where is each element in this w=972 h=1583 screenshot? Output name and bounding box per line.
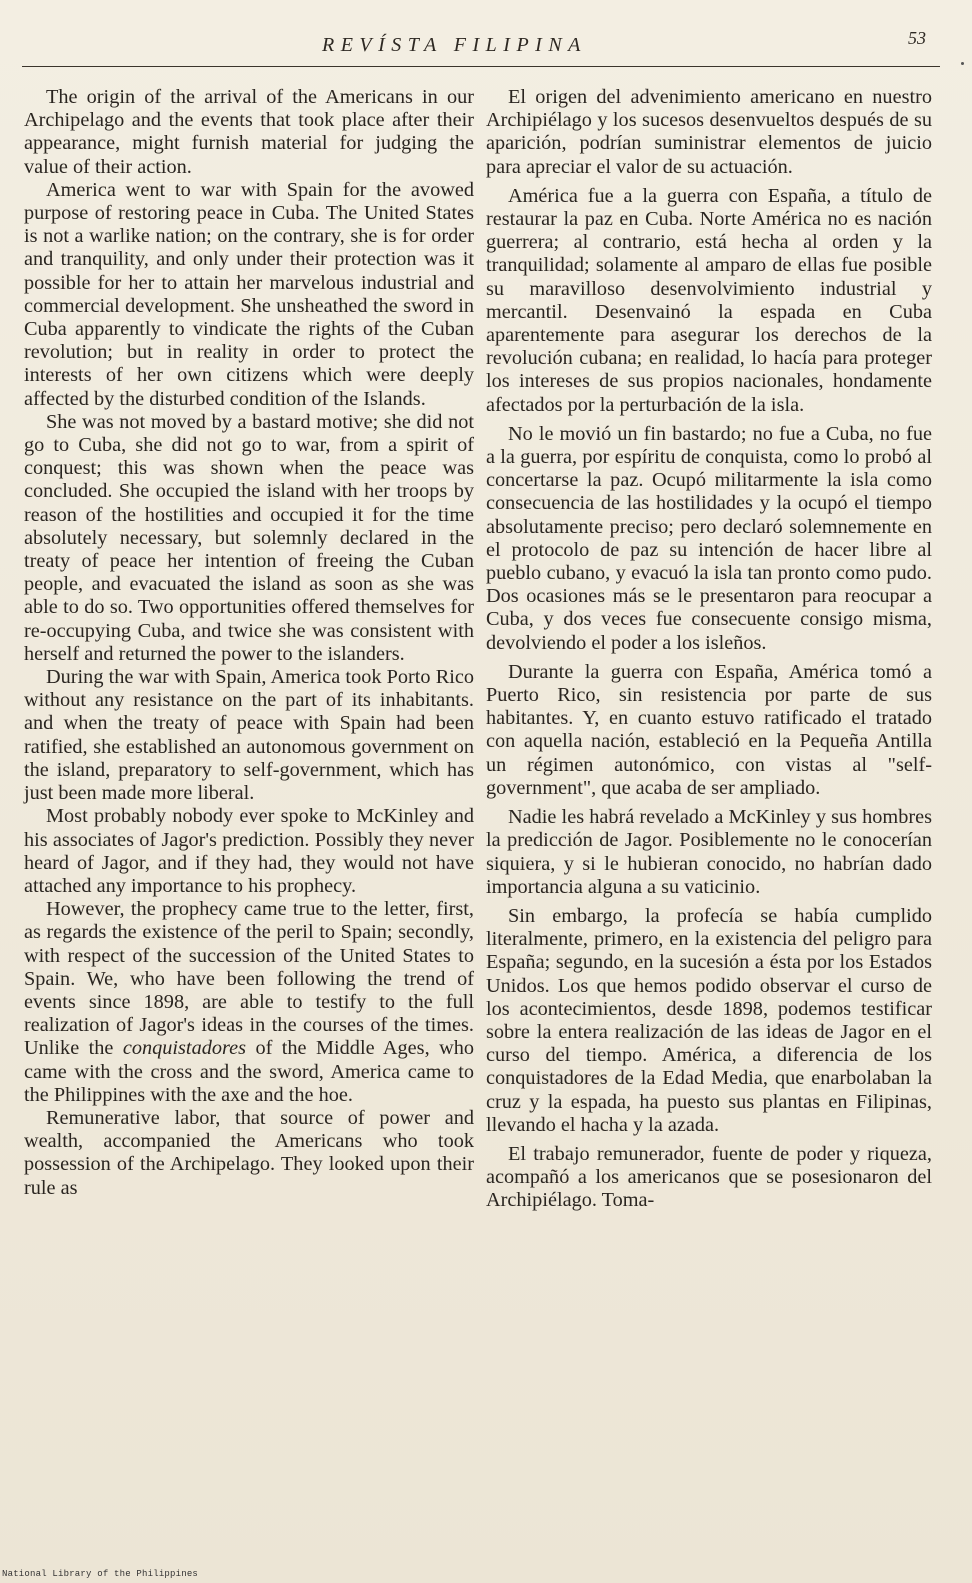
page-number: 53 (908, 28, 926, 48)
es-paragraph-3: No le movió un fin bastardo; no fue a Cuba, no fue a la guerra, por espíritu de conquista, como lo probó al concertarse la paz. Ocupó militarmente la isla como consecuencia de las hostilidades y la ocupó el tiempo absolutamente preciso; pero declaró solemnemente en el protocolo de paz su intención de hacer libre al pueblo cubano, y evacuó la isla tan pronto como pudo. Dos ocasiones más se le presentaron para reocupar a Cuba, y dos veces fue consecuente consigo misma, devolviendo el poder a los isleños. (486, 422, 932, 654)
en-paragraph-6-start: However, the prophecy came true to the letter, first, as regards the existence of the peril to Spain; secondly, with respect of the succession of the United States to Spain. We, who have been following the trend of events since 1898, are able to testify to the full realization of Jagor's ideas in the courses of the times. Unlike the (24, 898, 474, 1060)
en-paragraph-2: America went to war with Spain for the avowed purpose of restoring peace in Cuba. The United States is not a warlike nation; on the contrary, she is for order and tranquility, and only under their protection was it possible for her to attain her marvelous industrial and commercial development. She unsheathed the sword in Cuba apparently to vindicate the rights of the Cuban revolution; but in reality in order to protect the interests of her own citizens which were deeply affected by the disturbed condition of the Islands. (24, 178, 474, 410)
running-head (22, 26, 940, 67)
spanish-column (486, 86, 932, 1213)
en-paragraph-6 (24, 898, 474, 1107)
es-paragraph-4: Durante la guerra con España, América tomó a Puerto Rico, sin resistencia por parte de sus habitantes. Y, en cuanto estuvo ratificado el tratado con aquella nación, estableció en la Pequeña Antilla un régimen autonómico, con vistas al "self-government", que acaba de ser ampliado. (486, 660, 932, 799)
en-italic-term: conquistadores (122, 1037, 247, 1060)
en-paragraph-7: Remunerative labor, that source of power and wealth, accompanied the Americans who took possession of the Archipelago. They looked upon their rule as (24, 1106, 474, 1199)
footer-credit: National Library of the Philippines (2, 1569, 199, 1579)
es-paragraph-1: El origen del advenimiento americano en nuestro Archipiélago y los sucesos desenvueltos después de su aparición, podrían suministrar elementos de juicio para apreciar el valor de su actuación. (486, 86, 932, 178)
es-paragraph-7: El trabajo remunerador, fuente de poder y riqueza, acompañó a los americanos que se posesionaron del Archipiélago. Toma- (486, 1142, 932, 1212)
edge-mark (961, 62, 964, 65)
en-paragraph-4: During the war with Spain, America took Porto Rico without any resistance on the part of its inhabitants. and when the treaty of peace with Spain had been ratified, she established an autonomous government on the island, preparatory to self-government, which has just been made more liberal. (24, 666, 474, 805)
english-column (24, 86, 474, 1200)
en-paragraph-6-end: of the Middle Ages, who came with the cross and the sword, America came to the Philippines with the axe and the hoe. (24, 1037, 474, 1106)
es-paragraph-5: Nadie les habrá revelado a McKinley y sus hombres la predicción de Jagor. Posiblemente no le conocerían siquiera, y si le hubieran conocido, no habrían dado importancia alguna a su vaticinio. (486, 806, 932, 898)
en-paragraph-5: Most probably nobody ever spoke to McKinley and his associates of Jagor's prediction. Possibly they never heard of Jagor, and if they had, they would not have attached any importance to his prophecy. (24, 805, 474, 897)
journal-title: REVÍSTA FILIPINA (322, 34, 587, 56)
en-paragraph-3: She was not moved by a bastard motive; she did not go to Cuba, she did not go to war, from a spirit of conquest; this was shown when the peace was concluded. She occupied the island with her troops by reason of the hostilities and occupied it for the time absolutely necessary, but solemnly declared in the treaty of peace her intention of freeing the Cuban people, and evacuated the island as soon as she was able to do so. Two opportunities offered themselves for re-occupying Cuba, and twice she was consistent with herself and returned the power to the islanders. (24, 410, 474, 665)
es-paragraph-6: Sin embargo, la profecía se había cumplido literalmente, primero, en la existencia del peligro para España; segundo, en la sucesión a ésta por los Estados Unidos. Los que hemos podido observar el curso de los acontecimientos, desde 1898, podemos testificar sobre la entera realización de las ideas de Jagor en el curso del tiempo. América, a diferencia de los conquistadores de la Edad Media, que enarbolaban la cruz y la espada, ha puesto sus plantas en Filipinas, llevando el hacha y la azada. (486, 904, 932, 1136)
es-paragraph-2: América fue a la guerra con España, a título de restaurar la paz en Cuba. Norte América no es nación guerrera; al contrario, está hecha al orden y la tranquilidad; solamente al amparo de ellas fue posible su maravilloso desenvolvimiento industrial y mercantil. Desenvainó la espada en Cuba aparentemente para asegurar los derechos de la revolución cubana; en realidad, lo hacía para proteger los intereses de sus propios nacionales, hondamente afectados por la perturbación de la isla. (486, 184, 932, 416)
en-paragraph-1: The origin of the arrival of the Americans in our Archipelago and the events that took place after their appearance, might furnish material for judging the value of their action. (24, 86, 474, 178)
